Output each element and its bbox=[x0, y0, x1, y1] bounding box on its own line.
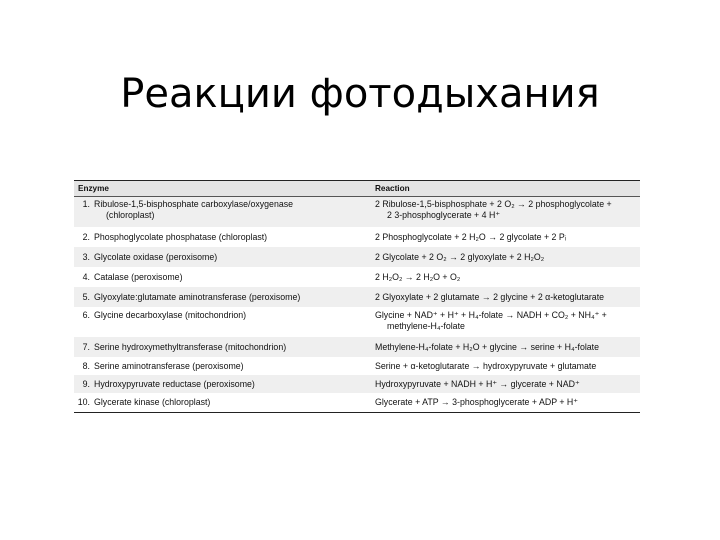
row-number: 7. bbox=[82, 341, 90, 352]
enzyme-cell: Serine aminotransferase (peroxisome) bbox=[94, 360, 244, 371]
table-row bbox=[74, 337, 640, 357]
enzyme-cell: Glycine decarboxylase (mitochondrion) bbox=[94, 310, 247, 320]
reaction-cell: 2 H₂O₂ → 2 H₂O + O₂ bbox=[375, 271, 461, 282]
enzyme-cell: Catalase (peroxisome) bbox=[94, 271, 183, 282]
table-row bbox=[74, 267, 640, 287]
reaction-cell bbox=[375, 199, 640, 227]
reaction-cell: Methylene-H₄-folate + H₂O + glycine → serine + H₄-folate bbox=[375, 341, 600, 352]
row-number: 1. bbox=[82, 199, 90, 209]
enzyme-text: Ribulose-1,5-bisphosphate carboxylase/oxygenase bbox=[94, 199, 294, 209]
table-row bbox=[74, 393, 640, 412]
header-enzyme: Enzyme bbox=[78, 184, 109, 193]
table-row bbox=[74, 227, 640, 247]
row-number: 2. bbox=[82, 231, 90, 242]
enzyme-text-continued: (chloroplast) bbox=[106, 210, 155, 220]
reaction-text-continued: methylene-H₄-folate bbox=[387, 321, 465, 331]
reaction-text: 2 Ribulose-1,5-bisphosphate + 2 O₂ → 2 phosphoglycolate + bbox=[375, 199, 612, 209]
enzyme-cell: Serine hydroxymethyltransferase (mitochondrion) bbox=[94, 341, 287, 352]
row-number: 9. bbox=[82, 378, 90, 389]
header-reaction: Reaction bbox=[375, 184, 410, 193]
row-number: 10. bbox=[77, 397, 90, 407]
table-row bbox=[74, 197, 640, 227]
table-header-row bbox=[74, 180, 640, 197]
enzyme-cell: Glycerate kinase (chloroplast) bbox=[94, 397, 211, 407]
reaction-cell bbox=[375, 310, 640, 337]
reaction-cell: Glycerate + ATP → 3-phosphoglycerate + ADP + H⁺ bbox=[375, 397, 578, 407]
photorespiration-table bbox=[74, 180, 640, 413]
row-number: 5. bbox=[82, 291, 90, 302]
reaction-cell: Serine + α-ketoglutarate → hydroxypyruvate + glutamate bbox=[375, 360, 597, 371]
table-row bbox=[74, 287, 640, 307]
table-row bbox=[74, 307, 640, 337]
enzyme-cell: Phosphoglycolate phosphatase (chloroplast) bbox=[94, 231, 268, 242]
enzyme-cell: Hydroxypyruvate reductase (peroxisome) bbox=[94, 378, 255, 389]
enzyme-cell: Glycolate oxidase (peroxisome) bbox=[94, 251, 218, 262]
slide-title: Реакции фотодыхания bbox=[120, 70, 600, 117]
reaction-text: Glycine + NAD⁺ + H⁺ + H₄-folate → NADH + CO₂ + NH₄⁺ + bbox=[375, 310, 607, 320]
table-row bbox=[74, 247, 640, 267]
reaction-cell: 2 Glyoxylate + 2 glutamate → 2 glycine + 2 α-ketoglutarate bbox=[375, 291, 605, 302]
reaction-cell: 2 Glycolate + 2 O₂ → 2 glyoxylate + 2 H₂O₂ bbox=[375, 251, 545, 262]
row-number: 8. bbox=[82, 360, 90, 371]
row-number: 4. bbox=[82, 271, 90, 282]
reaction-text-continued: 2 3-phosphoglycerate + 4 H⁺ bbox=[387, 210, 500, 220]
table-row bbox=[74, 357, 640, 375]
row-number: 6. bbox=[82, 310, 90, 320]
reaction-cell: 2 Phosphoglycolate + 2 H₂O → 2 glycolate + 2 Pᵢ bbox=[375, 231, 567, 242]
enzyme-cell: Glyoxylate:glutamate aminotransferase (peroxisome) bbox=[94, 291, 301, 302]
enzyme-cell bbox=[94, 199, 375, 227]
table-row bbox=[74, 375, 640, 393]
reaction-cell: Hydroxypyruvate + NADH + H⁺ → glycerate + NAD⁺ bbox=[375, 378, 580, 389]
row-number: 3. bbox=[82, 251, 90, 262]
